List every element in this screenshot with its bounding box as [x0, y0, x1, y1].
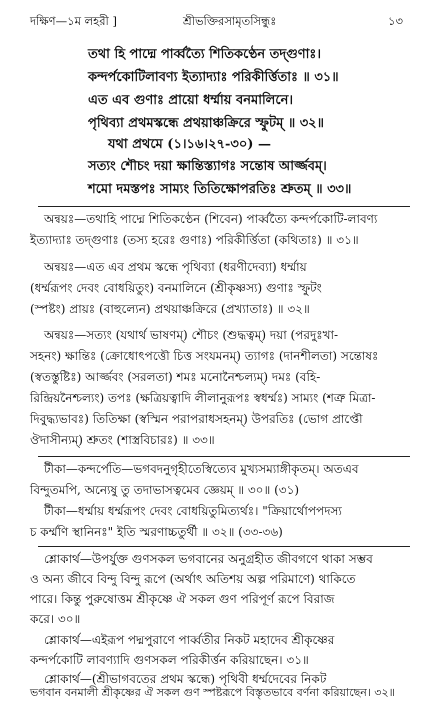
- anvaya-line: ইত্যাদ্যাঃ তদ্গুণাঃ (তস্য হরেঃ গুণাঃ) পরিকীর্ত্তিতা (কথিতাঃ) ॥ ৩১॥: [30, 233, 359, 247]
- anvaya-line: অন্বয়ঃ—সত্যং (যথার্থ ভাষণম্) শৌচং (শুদ্ধত্বম্) দয়া (পরদুঃখা-: [44, 328, 339, 342]
- tika-line: বিন্দুতমপি, অন্যেষু তু তদাভাসত্বমেব জ্ঞেয়ম্ ॥ ৩০॥ (৩১): [30, 483, 300, 497]
- translation-line: পারে। কিন্তু পুরুষোত্তম শ্রীকৃষ্ণে ঐ সকল গুণ পরিপূর্ণ রূপে বিরাজ: [30, 592, 335, 606]
- verse-line: এত এব গুণাঃ প্রায়ো ধর্ম্মায় বনমালিনে।: [88, 93, 294, 108]
- tika-line: টীকা—ধর্ম্মায় ধর্ম্মরূপং দেবং বোধয়িতুমিত্যর্থঃ। "ক্রিয়ার্থোপপদস্য: [44, 504, 342, 518]
- verse-line: শমো দমস্তপঃ সাম্যং তিতিক্ষোপরতিঃ শ্রুতম্ ॥ ৩৩॥: [88, 182, 352, 197]
- tika-line: টীকা—কন্দর্পেতি—ভগবদনুগৃহীতেস্বিত্যেব মুখ্যসম্যাঙ্গীকৃতম্। অতএব: [44, 462, 359, 476]
- translation-line: শ্লোকার্থ—উপর্যুক্ত গুণসকল ভগবানের অনুগ্রহীত জীবগণে থাকা সম্ভব: [44, 552, 373, 566]
- anvaya-line: সহনং) ক্ষান্তিঃ (ক্রোধোৎপত্তৌ চিত্ত সংযমনম্) ত্যাগঃ (দানশীলতা) সন্তোষঃ: [30, 349, 379, 363]
- verse-line: কন্দর্পকোটিলাবণ্য ইত্যাদ্যাঃ পরিকীর্ত্তিতাঃ ॥ ৩১॥: [88, 70, 339, 85]
- translation-line: ও অন্য জীবে বিন্দু বিন্দু রূপে (অর্থাৎ অতিশয় অল্প পরিমাণে) থাকিতে: [30, 572, 356, 586]
- verse-source-line: যথা প্রথমে (১।১৬।২৭-৩০) —: [108, 137, 271, 152]
- translation-line: কন্দর্পকোটি লাবণ্যাদি গুণসকল পরিকীর্ত্তন করিয়াছেন। ৩১॥: [30, 653, 309, 667]
- tika-line: চ কর্ম্মণি স্থানিনঃ" ইতি স্মরণাচ্চতুর্থী ॥ ৩২॥ (৩৩-৩৬): [30, 525, 283, 539]
- verse-line: সত্যং শৌচং দয়া ক্ষান্তিস্ত্যাগঃ সন্তোষ আর্জ্জবম্।: [88, 159, 327, 174]
- anvaya-line: (স্পষ্টং) প্রায়ঃ (বাহুল্যেন) প্রথয়াঞ্চক্রিরে (প্রখ্যাতাঃ) ॥ ৩২॥: [30, 302, 310, 316]
- translation-line: ভগবান বনমালী শ্রীকৃষ্ণের ঐ সকল গুণ স্পষ্টরূপে বিস্তৃতভাবে বর্ণনা করিয়াছেন। ৩২॥: [30, 686, 395, 699]
- anvaya-line: (ধর্ম্মরূপং দেবং বোধয়িতুং) বনমালিনে (শ্রীকৃষ্ণস্য) গুণাঃ স্ফুটং: [30, 281, 322, 295]
- chapter-header: দক্ষিণ—১ম লহরী ]: [30, 14, 117, 28]
- anvaya-line: (স্বতস্তুষ্টিঃ) আর্জ্জবং (সরলতা) শমঃ মনোনৈশ্চল্যম্) দমঃ (বহি-: [30, 370, 321, 384]
- book-title-header: শ্রীভক্তিরসামৃতসিন্ধুঃ: [183, 14, 277, 28]
- section-divider: [38, 456, 410, 457]
- translation-line: শ্লোকার্থ—এইরূপ পদ্মপুরাণে পার্ব্বতীর নিকট মহাদেব শ্রীকৃষ্ণের: [44, 633, 335, 647]
- section-divider: [38, 206, 410, 207]
- page-number: ১৩: [388, 14, 403, 28]
- translation-line: শ্লোকার্থ—(শ্রীভাগবতের প্রথম স্কন্ধে) পৃথিবী ধর্ম্মদেবের নিকট: [44, 672, 327, 686]
- section-divider: [38, 546, 410, 547]
- anvaya-line: অন্বয়ঃ—এত এব প্রথম স্কন্ধে পৃথিব্যা (ধরণীদেব্যা) ধর্ম্মায়: [44, 260, 307, 274]
- verse-line: পৃথিব্যা প্রথমস্কন্ধে প্রথয়াঞ্চক্রিরে স্ফুটম্ ॥ ৩২॥: [88, 116, 324, 131]
- anvaya-line: ঔদাসীন্যম্) শ্রুতং (শাস্ত্রবিচারঃ) ॥ ৩৩॥: [30, 433, 215, 447]
- verse-line: তথা হি পাদ্মে পার্ব্বত্যৈ শিতিকণ্ঠেন তদ্গুণাঃ।: [88, 47, 321, 62]
- anvaya-line: অন্বয়ঃ—তথাহি পাদ্মে শিতিকণ্ঠেন (শিবেন) পার্ব্বত্যৈ কন্দর্পকোটি-লাবণ্য: [44, 212, 378, 226]
- anvaya-line: রিন্দ্রিয়নৈশ্চল্যং) তপঃ (ক্ষত্রিয়ত্বাদি লীলানুরূপঃ স্বধর্ম্মঃ) সাম্যং (শত্রু মিত্রা-: [30, 391, 376, 405]
- anvaya-line: দিবুদ্ধ্যভাবঃ) তিতিক্ষা (স্বস্মিন পরাপরাধসহনম্) উপরতিঃ (ভোগ প্রাপ্তৌ: [30, 412, 363, 426]
- translation-line: করে। ৩০॥: [30, 612, 81, 626]
